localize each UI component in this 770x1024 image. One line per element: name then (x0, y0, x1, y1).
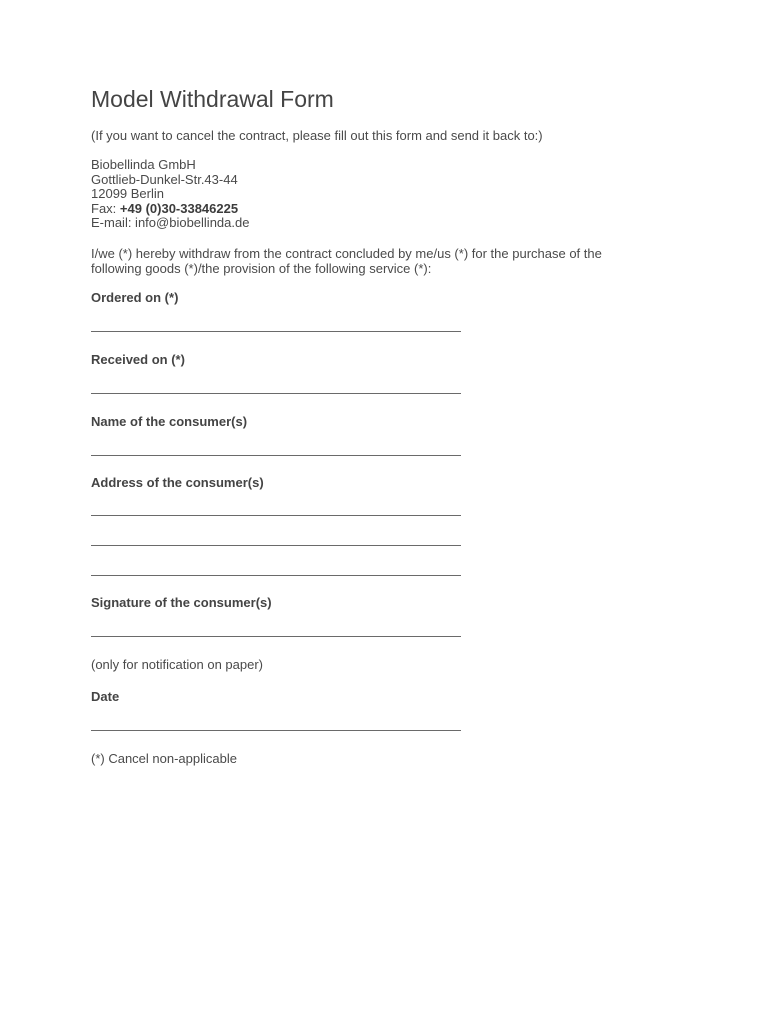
statement-line-1: I/we (*) hereby withdraw from the contract concluded by me/us (*) for the purchase of the (91, 245, 602, 261)
statement-line-2: following goods (*)/the provision of the following service (*): (91, 260, 432, 276)
footnote: (*) Cancel non-applicable (91, 750, 237, 766)
received-on-label: Received on (*) (91, 351, 185, 367)
consumer-address-field-3[interactable] (91, 575, 461, 576)
company-email: E-mail: info@biobellinda.de (91, 215, 250, 230)
received-on-field[interactable] (91, 393, 461, 394)
withdrawal-form-page (91, 84, 651, 767)
company-name: Biobellinda GmbH (91, 157, 196, 172)
ordered-on-field[interactable] (91, 331, 461, 332)
company-address (91, 158, 651, 231)
intro-text: (If you want to cancel the contract, please fill out this form and send it back to:) (91, 128, 543, 143)
date-field[interactable] (91, 730, 461, 731)
page-title: Model Withdrawal Form (91, 86, 334, 112)
consumer-address-field-1[interactable] (91, 515, 461, 516)
company-city: 12099 Berlin (91, 186, 164, 201)
consumer-name-field[interactable] (91, 455, 461, 456)
consumer-address-label: Address of the consumer(s) (91, 474, 264, 490)
ordered-on-label: Ordered on (*) (91, 289, 179, 305)
consumer-name-label: Name of the consumer(s) (91, 413, 248, 429)
consumer-signature-label: Signature of the consumer(s) (91, 594, 272, 610)
signature-note: (only for notification on paper) (91, 656, 263, 672)
consumer-signature-field[interactable] (91, 636, 461, 637)
company-fax (91, 202, 651, 217)
fax-number: +49 (0)30-33846225 (119, 200, 239, 216)
withdrawal-statement (91, 246, 651, 276)
fax-label: Fax: (91, 200, 120, 216)
company-street: Gottlieb-Dunkel-Str.43-44 (91, 171, 238, 187)
date-label: Date (91, 688, 120, 704)
consumer-address-field-2[interactable] (91, 545, 461, 546)
